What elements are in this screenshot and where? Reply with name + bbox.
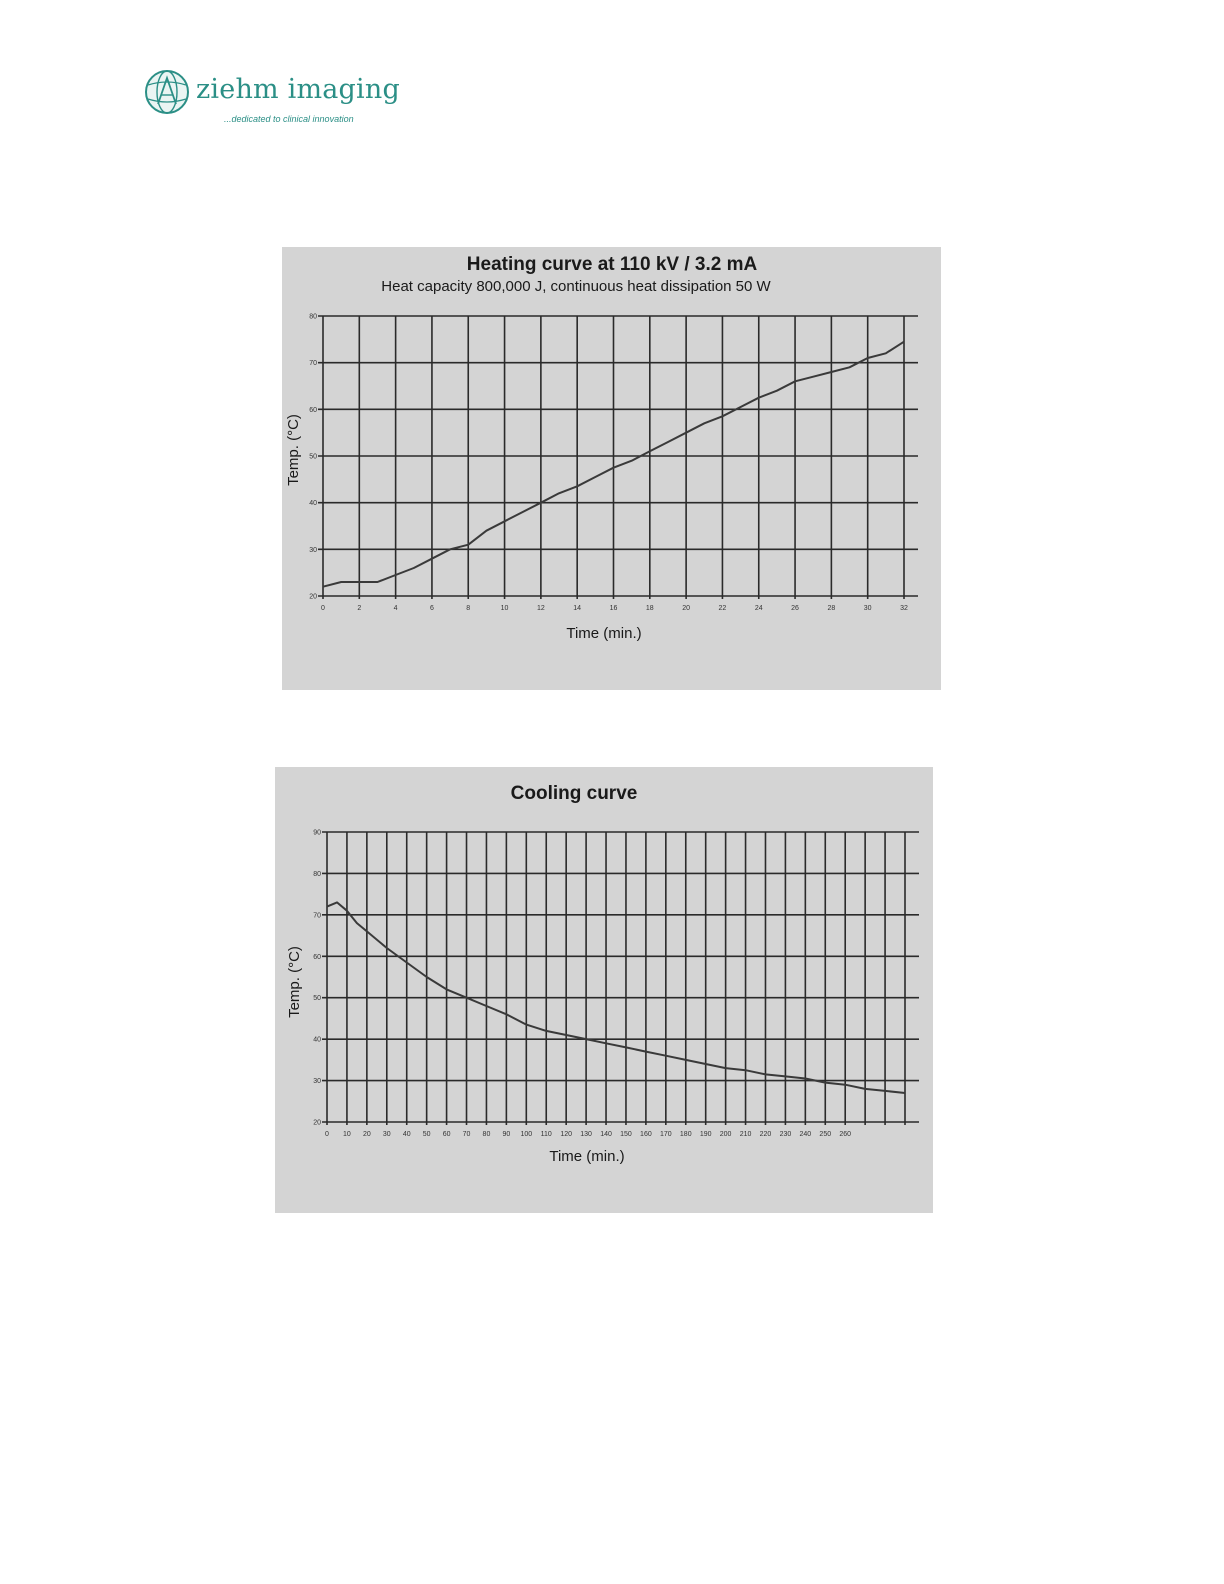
cooling-x-tick-label: 40: [402, 1131, 411, 1138]
heating-y-tick-label: 60: [309, 406, 317, 414]
heating-y-axis-label: Temp. (°C): [285, 414, 302, 486]
cooling-y-tick-label: 30: [313, 1078, 321, 1086]
heating-x-axis-label: Time (min.): [566, 625, 642, 642]
cooling-x-tick-label: 130: [580, 1131, 592, 1138]
heating-x-tick-label: 20: [682, 605, 691, 612]
cooling-y-tick-label: 90: [313, 829, 321, 837]
heating-x-tick-label: 12: [536, 605, 545, 612]
cooling-y-tick-label: 50: [313, 995, 321, 1003]
heating-x-tick-label: 0: [321, 605, 325, 612]
heating-x-tick-label: 32: [900, 605, 908, 612]
cooling-x-tick-label: 220: [759, 1131, 772, 1138]
heating-x-tick-label: 4: [393, 605, 398, 612]
cooling-x-tick-label: 240: [799, 1131, 812, 1138]
heating-x-tick-label: 24: [754, 605, 763, 612]
heating-chart-subtitle: Heat capacity 800,000 J, continuous heat dissipation 50 W: [381, 278, 771, 295]
heating-x-tick-label: 28: [827, 605, 836, 612]
cooling-x-tick-label: 60: [442, 1131, 451, 1138]
company-logo: [144, 68, 400, 130]
heating-y-tick-label: 70: [309, 360, 317, 368]
heating-y-tick-label: 20: [309, 593, 317, 601]
heating-chart-title: Heating curve at 110 kV / 3.2 mA: [466, 254, 758, 275]
cooling-y-tick-label: 70: [313, 912, 321, 920]
cooling-y-tick-label: 60: [313, 953, 321, 961]
cooling-x-axis-label: Time (min.): [549, 1148, 625, 1165]
cooling-y-tick-label: 40: [313, 1036, 321, 1044]
heating-x-tick-label: 18: [645, 605, 654, 612]
cooling-x-tick-label: 110: [540, 1131, 552, 1138]
cooling-x-tick-label: 30: [382, 1131, 391, 1138]
cooling-chart-title: Cooling curve: [510, 783, 638, 804]
heating-x-tick-label: 30: [863, 605, 872, 612]
cooling-x-tick-label: 160: [640, 1131, 652, 1138]
cooling-chart-canvas: [275, 767, 933, 1213]
cooling-y-tick-label: 20: [313, 1119, 321, 1127]
heating-x-tick-label: 8: [466, 605, 471, 612]
heating-y-tick-label: 30: [309, 546, 317, 554]
heating-x-tick-label: 26: [791, 605, 799, 612]
heating-curve-chart: [282, 247, 941, 690]
cooling-x-tick-label: 80: [482, 1131, 491, 1138]
cooling-x-tick-label: 170: [659, 1131, 672, 1138]
cooling-y-tick-label: 80: [313, 870, 321, 878]
globe-logo-icon: [144, 68, 190, 116]
cooling-x-tick-label: 20: [362, 1131, 371, 1138]
cooling-x-tick-label: 200: [719, 1131, 732, 1138]
heating-x-tick-label: 10: [500, 605, 509, 612]
heating-x-tick-label: 22: [718, 605, 727, 612]
cooling-x-tick-label: 100: [520, 1131, 533, 1138]
heating-x-tick-label: 14: [573, 605, 582, 612]
cooling-x-tick-label: 230: [779, 1131, 792, 1138]
heating-y-tick-label: 40: [309, 500, 317, 508]
cooling-x-tick-label: 90: [502, 1131, 511, 1138]
cooling-x-tick-label: 260: [839, 1131, 852, 1138]
cooling-x-tick-label: 10: [343, 1131, 351, 1138]
cooling-x-tick-label: 0: [325, 1131, 329, 1138]
cooling-x-tick-label: 70: [462, 1131, 471, 1138]
cooling-x-tick-label: 140: [600, 1131, 612, 1138]
cooling-x-tick-label: 50: [422, 1131, 431, 1138]
cooling-curve-chart: [275, 767, 933, 1213]
heating-y-tick-label: 80: [309, 313, 317, 321]
heating-x-tick-label: 2: [357, 605, 362, 612]
cooling-x-tick-label: 190: [699, 1131, 712, 1138]
cooling-y-axis-label: Temp. (°C): [286, 946, 303, 1018]
heating-chart-canvas: [282, 247, 941, 690]
cooling-x-tick-label: 210: [739, 1131, 752, 1138]
heating-x-tick-label: 6: [429, 605, 434, 612]
cooling-x-tick-label: 120: [560, 1131, 573, 1138]
logo-tagline: ...dedicated to clinical innovation: [224, 114, 354, 124]
cooling-x-tick-label: 250: [819, 1131, 832, 1138]
heating-x-tick-label: 16: [609, 605, 618, 612]
logo-wordmark: ziehm imaging: [196, 74, 400, 105]
cooling-x-tick-label: 150: [620, 1131, 632, 1138]
heating-y-tick-label: 50: [309, 453, 317, 461]
cooling-x-tick-label: 180: [679, 1131, 692, 1138]
